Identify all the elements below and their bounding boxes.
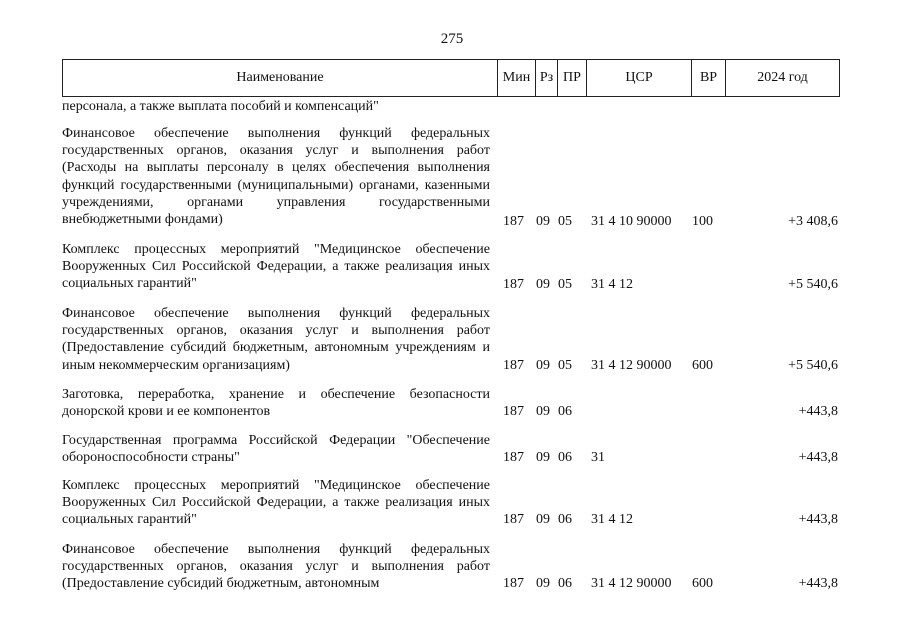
header-year: 2024 год [725,60,839,96]
row-value: +443,8 [798,576,838,591]
row-csr: 31 4 12 [591,512,633,527]
row-value: +5 540,6 [788,277,838,292]
row-value: +443,8 [798,450,838,465]
row-name: Государственная программа Российской Федерации "Обеспечение обороноспособности страны" [62,433,490,466]
row-value: +3 408,6 [788,214,838,229]
row-min: 187 [503,214,524,229]
row-csr: 31 4 12 [591,277,633,292]
row-name: Комплекс процессных мероприятий "Медицинское обеспечение Вооруженных Сил Российской Федерации, а также реализация иных социальных гарантий" [62,242,490,292]
row-pr: 05 [558,214,572,229]
row-pr: 06 [558,576,572,591]
header-vr: ВР [691,60,725,96]
row-vr: 600 [692,358,713,373]
row-name: Комплекс процессных мероприятий "Медицинское обеспечение Вооруженных Сил Российской Федерации, а также реализация иных социальных гарантий" [62,478,490,528]
row-rz: 09 [536,214,550,229]
row-csr: 31 4 10 90000 [591,214,672,229]
row-csr: 31 [591,450,605,465]
row-pr: 05 [558,277,572,292]
row-name: Финансовое обеспечение выполнения функций федеральных государственных органов, оказания услуг и выполнения работ (Расходы на выплаты персоналу в целях обеспечения выполнения функций государственными (муниципальными) органами, казенными учреждениями, органами управления государственными внебюджетными фондами) [62,126,490,228]
header-name: Наименование [236,70,324,85]
row-rz: 09 [536,277,550,292]
row-min: 187 [503,450,524,465]
row-vr: 600 [692,576,713,591]
table-header [62,59,840,97]
row-pr: 06 [558,450,572,465]
page-number: 275 [440,31,464,47]
row-vr: 100 [692,214,713,229]
row-rz: 09 [536,512,550,527]
row-name: Финансовое обеспечение выполнения функций федеральных государственных органов, оказания услуг и выполнения работ (Предоставление субсидий бюджетным, автономным учреждениям и иным некоммерческим организациям) [62,306,490,373]
row-pr: 05 [558,358,572,373]
row-pr: 06 [558,512,572,527]
header-rz: Рз [535,60,557,96]
row-value: +443,8 [798,404,838,419]
header-pr: ПР [557,60,586,96]
row-name: Заготовка, переработка, хранение и обеспечение безопасности донорской крови и ее компонентов [62,387,490,420]
row-min: 187 [503,512,524,527]
row-min: 187 [503,404,524,419]
row-name: персонала, а также выплата пособий и компенсаций" [62,99,379,114]
row-rz: 09 [536,358,550,373]
row-pr: 06 [558,404,572,419]
header-csr: ЦСР [586,60,691,96]
row-value: +443,8 [798,512,838,527]
row-min: 187 [503,576,524,591]
header-min: Мин [497,60,535,96]
row-min: 187 [503,277,524,292]
row-name: Финансовое обеспечение выполнения функций федеральных государственных органов, оказания услуг и выполнения работ (Предоставление субсидий бюджетным, автономным [62,542,490,592]
row-value: +5 540,6 [788,358,838,373]
row-rz: 09 [536,576,550,591]
row-csr: 31 4 12 90000 [591,358,672,373]
row-min: 187 [503,358,524,373]
row-rz: 09 [536,404,550,419]
row-csr: 31 4 12 90000 [591,576,672,591]
row-rz: 09 [536,450,550,465]
